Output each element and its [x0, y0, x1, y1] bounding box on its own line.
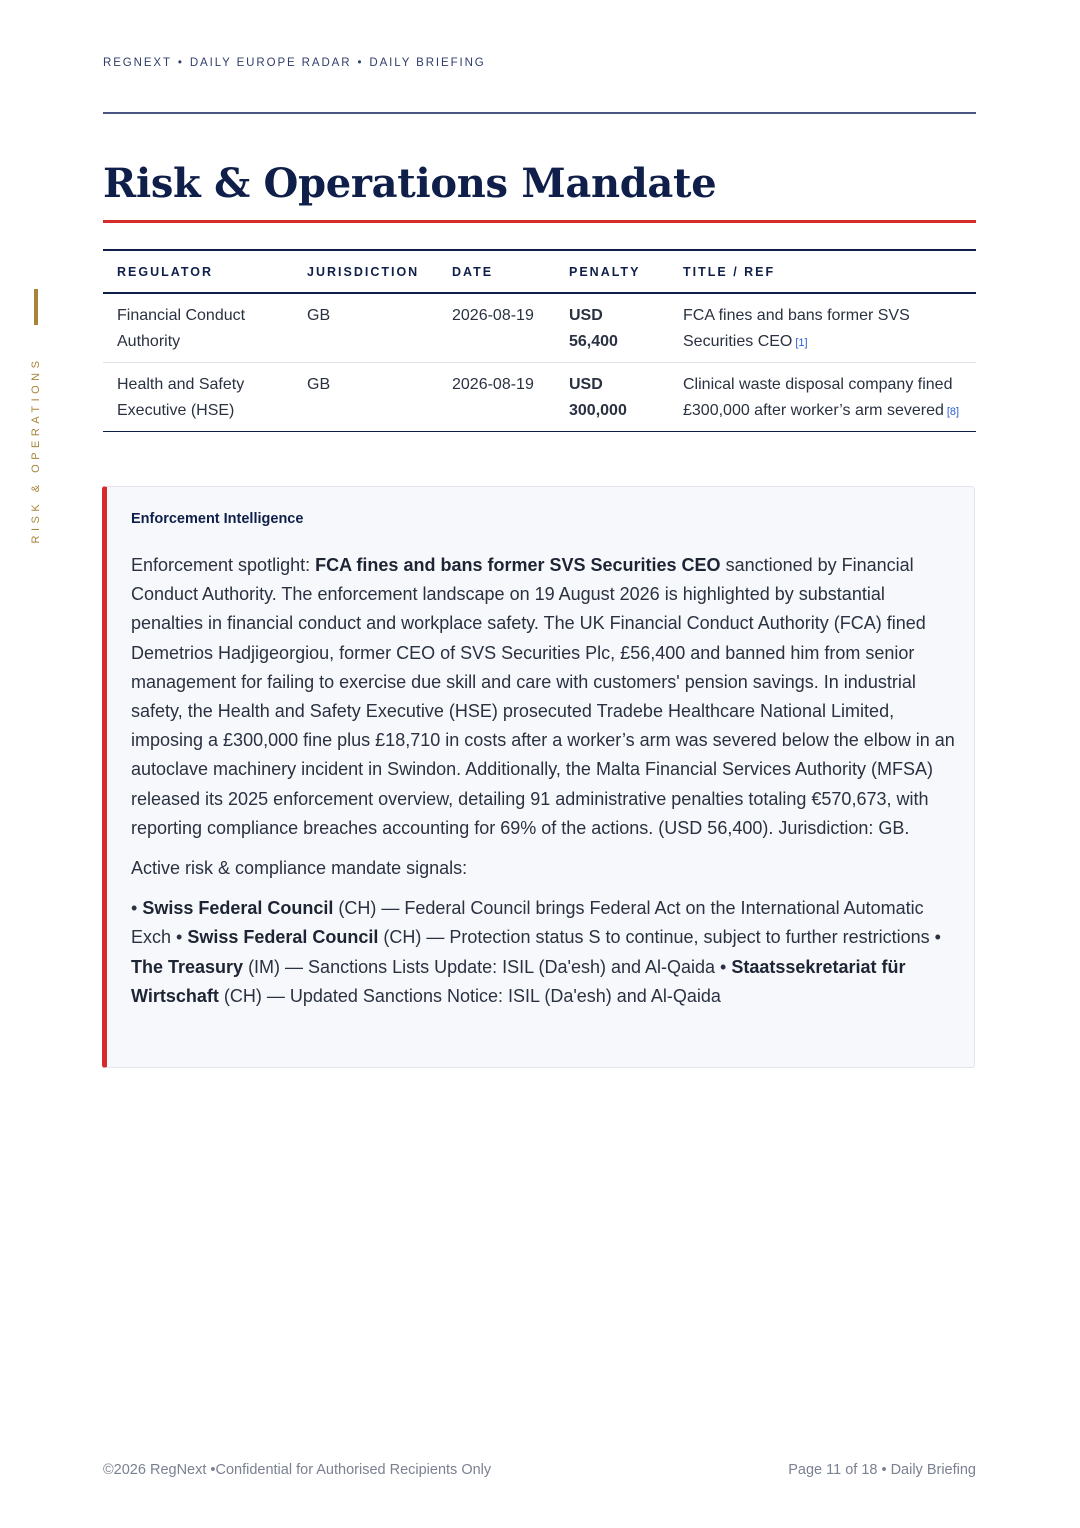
panel-body [131, 551, 961, 1022]
signal-text: (CH) — Federal Council brings Federal Act on the International Automatic Exch [131, 898, 924, 948]
title-text: Clinical waste disposal company fined £300,000 after worker’s arm severed [683, 376, 953, 419]
spotlight-prefix: Enforcement spotlight: [131, 555, 316, 575]
header-brand: REGNEXT [103, 57, 172, 69]
title-underline [103, 220, 976, 223]
reference-link[interactable]: [8] [946, 406, 960, 418]
cell-jurisdiction: GB [307, 376, 331, 393]
cell-regulator: Financial Conduct Authority [103, 293, 293, 363]
signal-bullet: • [934, 927, 941, 948]
page-title: Risk & Operations Mandate [103, 160, 717, 207]
signals-list [131, 894, 961, 1011]
cell-jurisdiction: GB [293, 293, 438, 363]
section-side-label: RISK & OPERATIONS [30, 356, 42, 544]
column-header-date: DATE [438, 250, 555, 293]
footer-page-number: Page 11 of 18 • Daily Briefing [788, 1462, 976, 1478]
signal-entity: The Treasury [131, 956, 244, 977]
signal-entity: Swiss Federal Council [142, 898, 334, 919]
cell-regulator: Health and Safety Executive (HSE) [117, 376, 245, 419]
cell-date: 2026-08-19 [452, 376, 534, 393]
signals-label: Active risk & compliance mandate signals: [131, 858, 468, 879]
signal-entity: Staatssekretariat für Wirtschaft [131, 956, 906, 1006]
penalty-amount: 56,400 [569, 333, 618, 350]
enforcement-intelligence-panel [102, 486, 975, 1068]
cell-penalty [555, 363, 669, 432]
cell-title [669, 363, 976, 432]
spotlight-paragraph [131, 551, 961, 843]
panel-heading: Enforcement Intelligence [131, 511, 304, 527]
penalty-currency: USD [569, 307, 603, 324]
reference-link[interactable]: [1] [795, 337, 808, 349]
header-separator: • [177, 57, 184, 69]
header-divider [103, 112, 976, 114]
header-edition: DAILY BRIEFING [369, 57, 486, 69]
column-header-title-ref: TITLE / REF [669, 250, 976, 293]
header-product: DAILY EUROPE RADAR [189, 57, 352, 69]
signal-bullet: • [131, 898, 138, 919]
header-separator: • [357, 57, 364, 69]
enforcement-table [103, 249, 976, 432]
column-header-penalty: PENALTY [555, 250, 669, 293]
footer-copyright: ©2026 RegNext •Confidential for Authorised Recipients Only [103, 1462, 492, 1478]
signal-entity: Swiss Federal Council [187, 927, 379, 948]
cell-date: 2026-08-19 [438, 293, 555, 363]
table-row [103, 293, 976, 363]
column-header-regulator: REGULATOR [103, 250, 293, 293]
table-header-row [103, 250, 976, 293]
running-header [103, 57, 486, 69]
signal-bullet: • [176, 927, 183, 948]
spotlight-body: sanctioned by Financial Conduct Authority. The enforcement landscape on 19 August 2026 is highlighted by substantial penalties in financial conduct and workplace safety. The UK Financial Conduct Authority (FCA) fined Demetrios Hadjigeorgiou, former CEO of SVS Securities Plc, £56,400 and banned him from senior management for failing to exercise due skill and care with customers' pension savings. In industrial safety, the Health and Safety Executive (HSE) prosecuted Tradebe Healthcare National Limited, imposing a £300,000 fine plus £18,710 in costs after a worker’s arm was severed below the elbow in an autoclave machinery incident in Swindon. Additionally, the Malta Financial Services Authority (MFSA) released its 2025 enforcement overview, detailing 91 administrative penalties totaling €570,673, with reporting compliance breaches accounting for 69% of the actions. (USD 56,400). Jurisdiction: GB. [131, 555, 955, 838]
signal-text: (CH) — Updated Sanctions Notice: ISIL (Da'esh) and Al-Qaida [218, 985, 721, 1006]
side-accent-bar [34, 289, 38, 325]
signal-bullet: • [720, 956, 727, 977]
table-row [103, 363, 976, 432]
signal-text: (IM) — Sanctions Lists Update: ISIL (Da'esh) and Al-Qaida [243, 956, 721, 977]
cell-title [669, 293, 976, 363]
column-header-jurisdiction: JURISDICTION [293, 250, 438, 293]
title-text: FCA fines and bans former SVS Securities CEO [683, 307, 910, 350]
cell-penalty [555, 293, 669, 363]
spotlight-title: FCA fines and bans former SVS Securities CEO [315, 555, 721, 575]
signal-text: (CH) — Protection status S to continue, subject to further restrictions [378, 927, 935, 948]
penalty-amount: 300,000 [569, 402, 627, 419]
penalty-currency: USD [569, 376, 603, 393]
